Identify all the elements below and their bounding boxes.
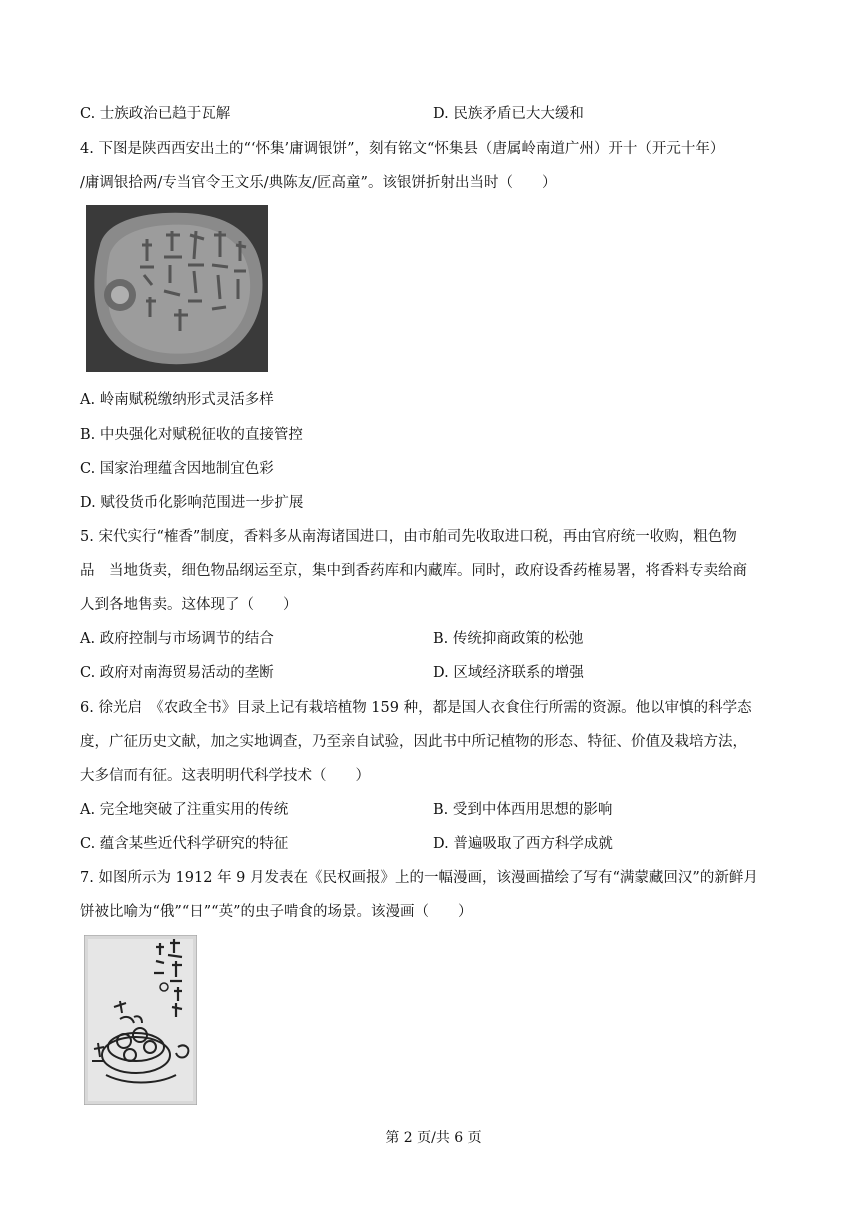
q4-stem-line2: /庸调银拾两/专当官令王文乐/典陈友/匠高童”。该银饼折射出当时（ ） (80, 175, 557, 191)
q6-option-b: B. 受到中体西用思想的影响 (433, 802, 613, 818)
q6-stem-line2: 度，广征历史文献，加之实地调查，乃至亲自试验，因此书中所记植物的形态、特征、价值及栽培方法， (80, 734, 747, 750)
q7-stem-line2: 饼被比喻为“俄”“日”“英”的虫子啃食的场景。该漫画（ ） (80, 904, 473, 920)
page-number-footer: 第 2 页/共 6 页 (385, 1130, 482, 1146)
q6-option-c: C. 蕴含某些近代科学研究的特征 (80, 836, 289, 852)
q5-stem-line3: 人到各地售卖。这体现了（ ） (80, 597, 298, 613)
q5-option-d: D. 区域经济联系的增强 (433, 665, 584, 681)
silver-cake-image (86, 205, 268, 376)
q6-stem-line1: 6. 徐光启 《农政全书》目录上记有栽培植物 159 种，都是国人衣食住行所需的资源。他以审慎的科学态 (80, 700, 752, 716)
q4-option-a: A. 岭南赋税缴纳形式灵活多样 (80, 392, 274, 408)
q4-option-d: D. 赋役货币化影响范围进一步扩展 (80, 495, 304, 511)
q6-option-d: D. 普遍吸取了西方科学成就 (433, 836, 613, 852)
q3-option-c: C. 士族政治已趋于瓦解 (80, 106, 231, 122)
q5-option-b: B. 传统抑商政策的松弛 (433, 631, 584, 647)
q5-option-c: C. 政府对南海贸易活动的垄断 (80, 665, 274, 681)
q4-stem-line1: 4. 下图是陕西西安出土的“‘怀集’庸调银饼”，刻有铭文“怀集县（唐属岭南道广州）开十（开元十年） (80, 141, 725, 157)
q6-stem-line3: 大多信而有征。这表明明代科学技术（ ） (80, 768, 370, 784)
q7-stem-line1: 7. 如图所示为 1912 年 9 月发表在《民权画报》上的一幅漫画，该漫画描绘了写有“满蒙藏回汉”的新鲜月 (80, 870, 758, 886)
q6-option-a: A. 完全地突破了注重实用的传统 (80, 802, 289, 818)
q3-option-d: D. 民族矛盾已大大缓和 (433, 106, 584, 122)
q5-stem-line1: 5. 宋代实行“榷香”制度，香料多从南海诸国进口，由市舶司先收取进口税，再由官府统一收购，粗色物 (80, 529, 737, 545)
q5-stem-line2: 品 当地货卖，细色物品纲运至京，集中到香药库和内藏库。同时，政府设香药榷易署，将香料专卖给商 (80, 563, 747, 579)
mooncake-cartoon-image (84, 935, 197, 1109)
q4-option-b: B. 中央强化对赋税征收的直接管控 (80, 427, 303, 443)
q4-option-c: C. 国家治理蕴含因地制宜色彩 (80, 461, 274, 477)
q5-option-a: A. 政府控制与市场调节的结合 (80, 631, 274, 647)
